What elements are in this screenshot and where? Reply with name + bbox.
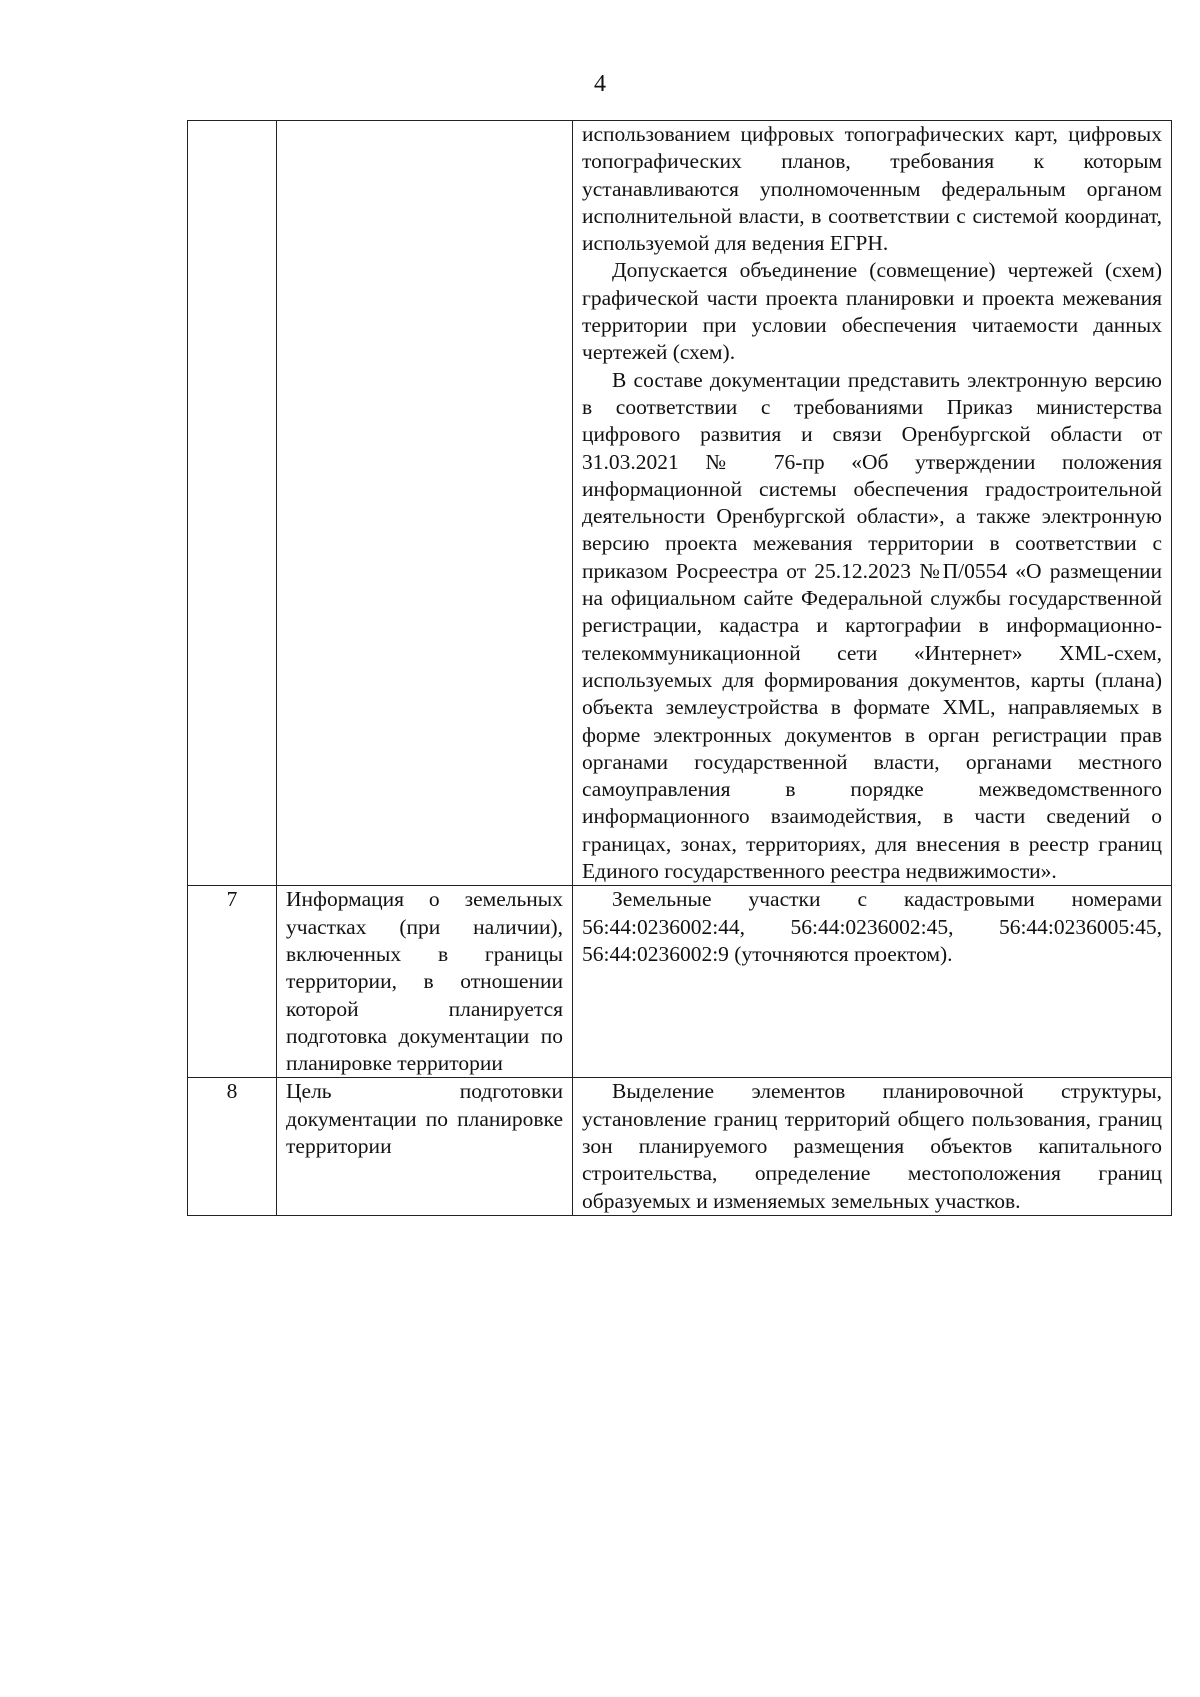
row-content-text: Выделение элементов планировочной структуры, установление границ территорий общего пользования, границ зон планируемого размещения объектов капитального строительства, определение местоположения границ образуемых и изменяемых земельных участков. (582, 1079, 1162, 1213)
row-label (277, 886, 573, 1078)
row-content-cell (573, 121, 1172, 886)
row-label-text: Цель подготовки документации по планировке территории (286, 1079, 563, 1158)
row-label (277, 1078, 573, 1215)
content-paragraph: В составе документации представить электронную версию в соответствии с требованиями Приказ министерства цифрового развития и связи Оренбургской области от 31.03.2021 № 76-пр «Об утверждении положения информационной системы обеспечения градостроительной деятельности Оренбургской области», а также электронную версию проекта межевания территории в соответствии с приказом Росреестра от 25.12.2023 №П/0554 «О размещении на официальном сайте Федеральной службы государственной регистрации, кадастра и картографии в информационно-телекоммуникационной сети «Интернет» XML-схем, используемых для формирования документов, карты (плана) объекта землеустройства в формате XML, направляемых в форме электронных документов в орган регистрации прав органами государственной власти, органами местного самоуправления в порядке межведомственного информационного взаимодействия, в части сведений о границах, зонах, территориях, для внесения в реестр границ Единого государственного реестра недвижимости». (582, 367, 1162, 884)
row-label-cell (277, 121, 573, 886)
table-row-8 (188, 1078, 1172, 1215)
row-content (573, 886, 1172, 1078)
row-label-text: Информация о земельных участках (при наличии), включенных в границы территории, в отношении которой планируется подготовка документации по планировке территории (286, 887, 563, 1076)
row-content-text: Земельные участки с кадастровыми номерами 56:44:0236002:44, 56:44:0236002:45, 56:44:0236005:45, 56:44:0236002:9 (уточняются проектом). (582, 887, 1162, 966)
page-number: 4 (594, 71, 606, 97)
content-paragraph: использованием цифровых топографических карт, цифровых топографических планов, требования к которым устанавливаются уполномоченным федеральным органом исполнительной власти, в соответствии с системой координат, используемой для ведения ЕГРН. (582, 122, 1162, 256)
table-row-continuation (188, 121, 1172, 886)
requirements-table (187, 120, 1172, 1216)
row-content (573, 1078, 1172, 1215)
table-row-7 (188, 886, 1172, 1078)
row-number: 8 (188, 1078, 277, 1215)
row-number: 7 (188, 886, 277, 1078)
content-paragraph: Допускается объединение (совмещение) чертежей (схем) графической части проекта планировки и проекта межевания территории при условии обеспечения читаемости данных чертежей (схем). (582, 258, 1162, 365)
row-number-cell (188, 121, 277, 886)
